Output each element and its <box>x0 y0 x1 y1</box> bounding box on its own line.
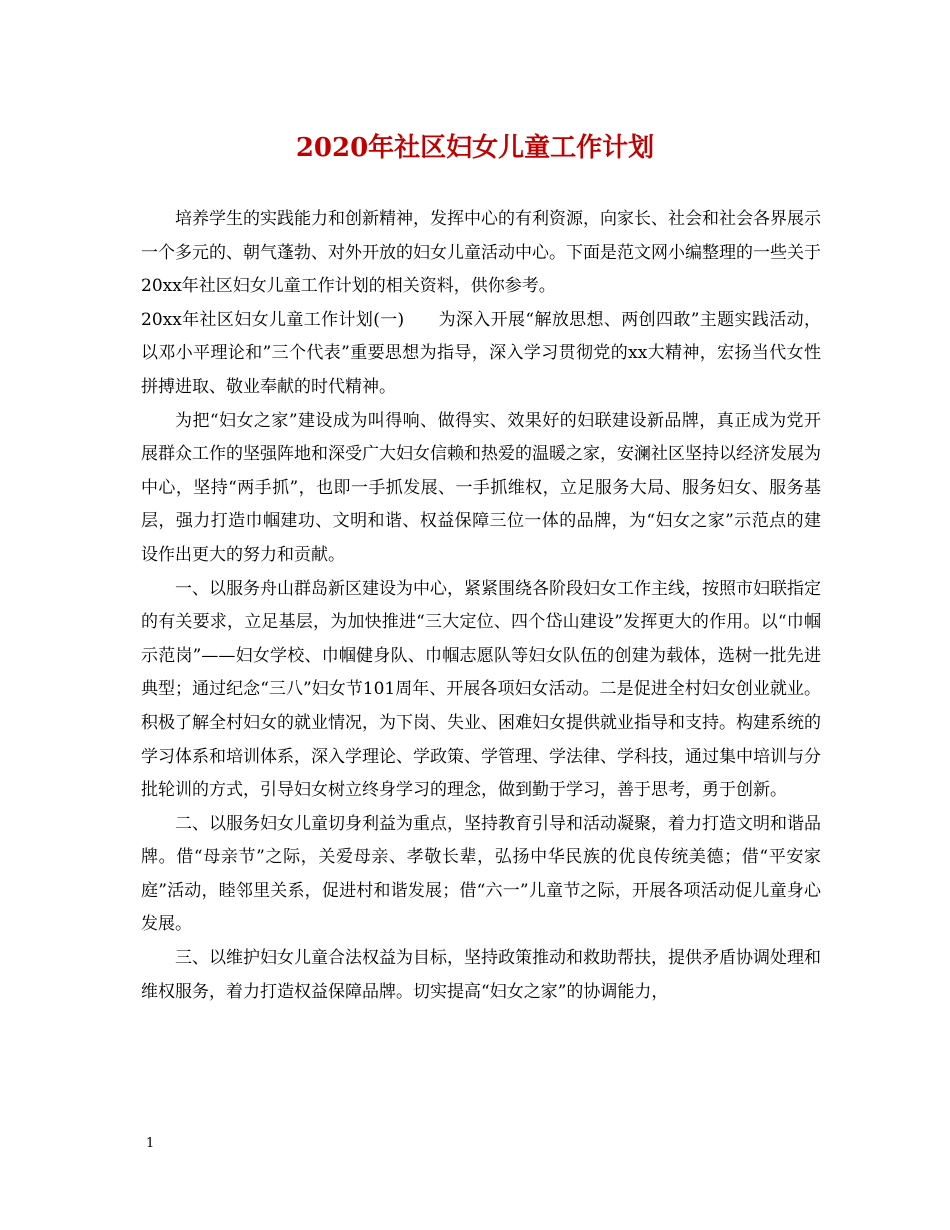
paragraph-womens-home: 为把“妇女之家”建设成为叫得响、做得实、效果好的妇联建设新品牌，真正成为党开展群众工作的坚强阵地和深受广大妇女信赖和热爱的温暖之家，安澜社区坚持以经济发展为中心，坚持“两手抓”，也即一手抓发展、一手抓维权，立足服务大局、服务妇女、服务基层，强力打造巾帼建功、文明和谐、权益保障三位一体的品牌，为“妇女之家”示范点的建设作出更大的努力和贡献。 <box>141 410 821 565</box>
paragraph-item-one: 一、以服务舟山群岛新区建设为中心，紧紧围绕各阶段妇女工作主线，按照市妇联指定的有关要求，立足基层，为加快推进“三大定位、四个岱山建设”发挥更大的作用。以“巾帼示范岗”——妇女学校、巾帼健身队、巾帼志愿队等妇女队伍的创建为载体，选树一批先进典型；通过纪念“三八”妇女节101周年、开展各项妇女活动。二是促进全村妇女创业就业。积极了解全村妇女的就业情况，为下岗、失业、困难妇女提供就业指导和支持。构建系统的学习体系和培训体系，深入学理论、学政策、学管理、学法律、学科技，通过集中培训与分批轮训的方式，引导妇女树立终身学习的理念，做到勤于学习，善于思考，勇于创新。 <box>141 578 821 801</box>
document-body <box>141 203 821 1009</box>
intro-paragraph: 培养学生的实践能力和创新精神，发挥中心的有利资源，向家长、社会和社会各界展示一个多元的、朝气蓬勃、对外开放的妇女儿童活动中心。下面是范文网小编整理的一些关于20xx年社区妇女儿童工作计划的相关资料，供你参考。 <box>141 209 821 297</box>
plan-heading: 20xx年社区妇女儿童工作计划(一) <box>141 309 405 330</box>
page-number: 1 <box>146 1136 155 1151</box>
paragraph-item-three: 三、以维护妇女儿童合法权益为目标，坚持政策推动和救助帮扶，提供矛盾协调处理和维权服务，着力打造权益保障品牌。切实提高“妇女之家”的协调能力， <box>141 948 821 1002</box>
plan-first-paragraph: 为深入开展“解放思想、两创四敢”主题实践活动，以邓小平理论和”三个代表”重要思想为指导，深入学习贯彻党的xx大精神，宏扬当代女性拼搏进取、敬业奉献的时代精神。 <box>141 309 821 397</box>
document-title: 2020年社区妇女儿童工作计划 <box>295 133 655 163</box>
plan-section <box>141 304 821 405</box>
paragraph-item-two: 二、以服务妇女儿童切身利益为重点，坚持教育引导和活动凝聚，着力打造文明和谐品牌。借“母亲节”之际，关爱母亲、孝敬长辈，弘扬中华民族的优良传统美德；借“平安家庭”活动，睦邻里关系，促进村和谐发展；借“六一”儿童节之际，开展各项活动促儿童身心发展。 <box>141 813 821 935</box>
